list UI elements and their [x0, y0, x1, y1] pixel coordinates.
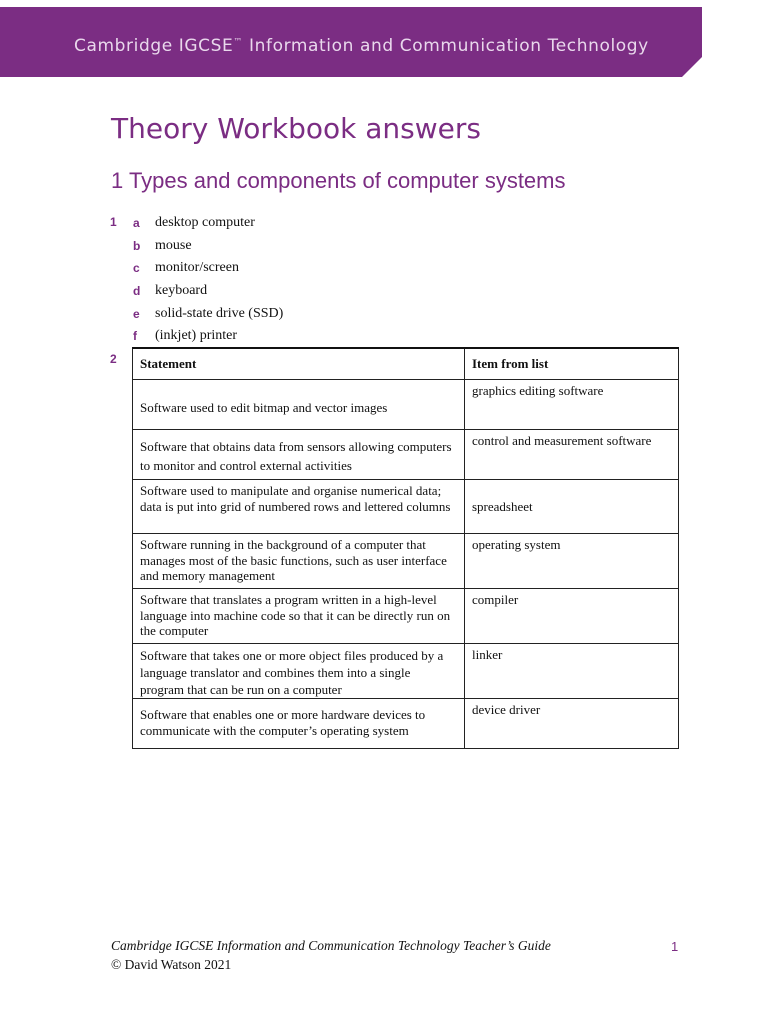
footer-book-title: Cambridge IGCSE Information and Communication Technology Teacher’s Guide: [111, 938, 551, 953]
table-row: [133, 589, 679, 644]
item-cell: operating system: [465, 534, 679, 589]
answer-row: [133, 325, 283, 348]
table-header-row: [133, 348, 679, 380]
question-1-number: 1: [110, 215, 117, 229]
question-2-table: [132, 347, 679, 749]
answer-letter: f: [133, 329, 137, 344]
statement-cell: Software that translates a program written in a high-level language into machine code so that it can be directly run on the computer: [133, 589, 465, 644]
answer-letter: d: [133, 284, 141, 299]
item-cell: compiler: [465, 589, 679, 644]
answer-row: [133, 212, 283, 235]
statement-cell: Software used to manipulate and organise numerical data; data is put into grid of numbered rows and lettered columns: [133, 480, 465, 534]
answer-letter: b: [133, 238, 141, 253]
answer-letter: e: [133, 306, 140, 321]
item-cell: linker: [465, 644, 679, 699]
question-1-answers: [133, 212, 283, 348]
item-cell: spreadsheet: [465, 480, 679, 534]
question-2-number: 2: [110, 352, 117, 366]
statement-cell: Software used to edit bitmap and vector images: [133, 380, 465, 430]
statement-cell: Software that enables one or more hardware devices to communicate with the computer’s operating system: [133, 699, 465, 749]
answer-text: (inkjet) printer: [155, 328, 238, 344]
table-row: [133, 380, 679, 430]
item-cell: graphics editing software: [465, 380, 679, 430]
header-banner: [0, 7, 702, 77]
answer-letter: c: [133, 261, 140, 276]
answer-text: solid-state drive (SSD): [155, 305, 284, 321]
header-item-from-list: Item from list: [465, 348, 679, 380]
header-statement: Statement: [133, 348, 465, 380]
answer-row: [133, 280, 283, 303]
item-cell: control and measurement software: [465, 430, 679, 480]
statement-cell: Software that obtains data from sensors allowing computers to monitor and control external activities: [133, 430, 465, 480]
statement-cell: Software running in the background of a computer that manages most of the basic functions, such as user interface and memory management: [133, 534, 465, 589]
table-row: [133, 480, 679, 534]
banner-title: [74, 36, 649, 56]
section-title: 1 Types and components of computer systems: [111, 168, 566, 193]
answer-text: keyboard: [155, 283, 208, 299]
banner-title-suffix: Information and Communication Technology: [243, 36, 649, 56]
page-number: 1: [671, 939, 679, 954]
table-row: [133, 644, 679, 699]
statement-cell: Software that takes one or more object files produced by a language translator and combines them into a single program that can be run on a computer: [133, 644, 465, 699]
answer-row: [133, 235, 283, 258]
answer-text: monitor/screen: [155, 260, 239, 276]
item-cell: device driver: [465, 699, 679, 749]
table-row: [133, 699, 679, 749]
answer-text: desktop computer: [155, 215, 255, 231]
answer-row: [133, 302, 283, 325]
trademark-symbol: ™: [233, 37, 243, 48]
table-row: [133, 534, 679, 589]
answer-text: mouse: [155, 237, 192, 253]
footer-copyright: © David Watson 2021: [111, 957, 232, 972]
answer-row: [133, 257, 283, 280]
answer-letter: a: [133, 216, 140, 231]
banner-title-prefix: Cambridge IGCSE: [74, 36, 234, 56]
table-row: [133, 430, 679, 480]
page-title: Theory Workbook answers: [111, 112, 481, 145]
banner-corner-fold: [682, 57, 702, 77]
